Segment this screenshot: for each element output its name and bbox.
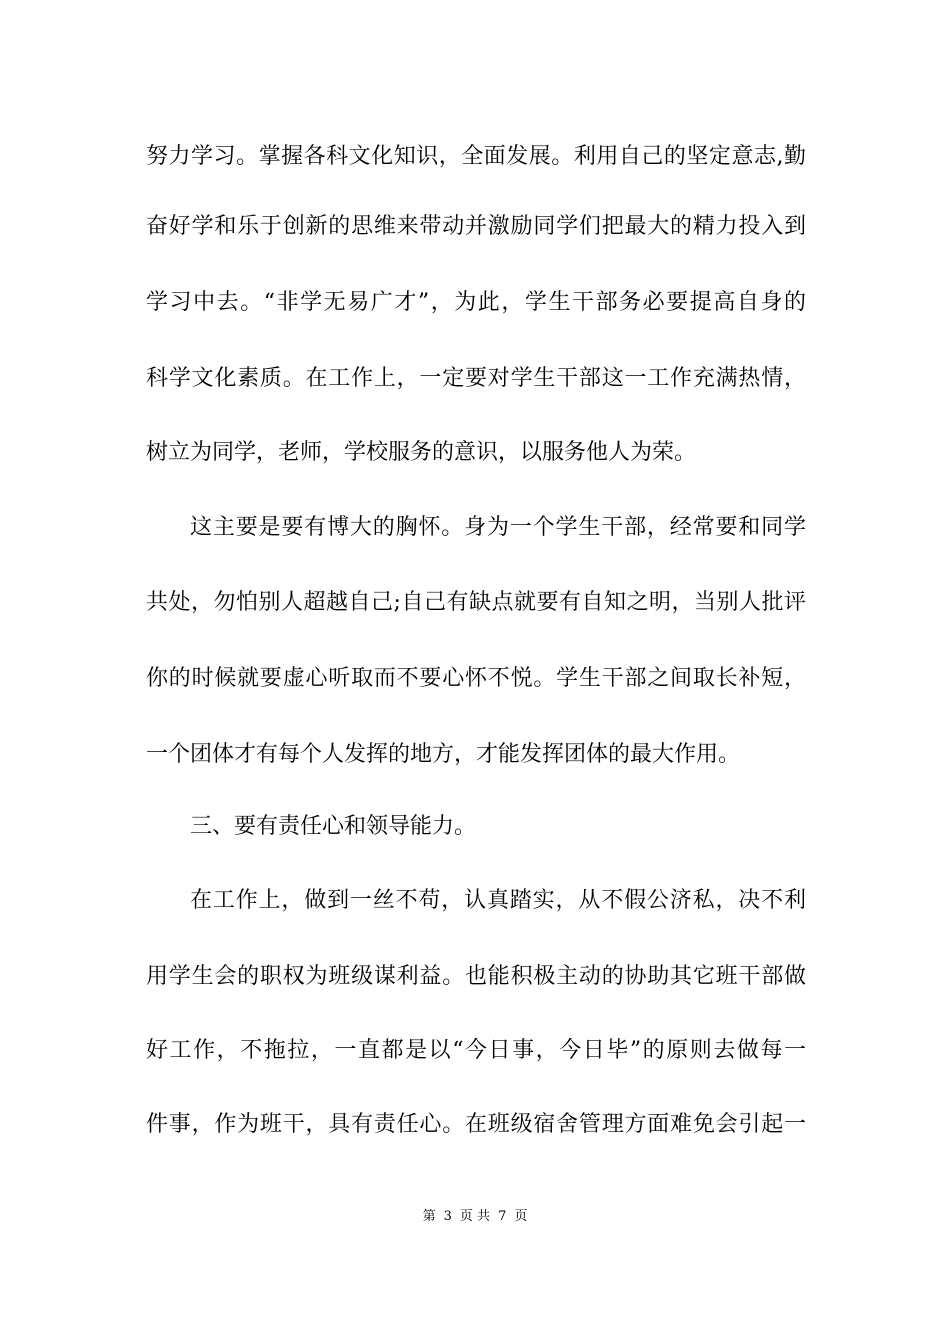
text-line-4: 科学文化素质。在工作上，一定要对学生干部这一工作充满热情，	[146, 366, 806, 391]
text-line-3: 学习中去。“非学无易广才”，为此，学生干部务必要提高自身的	[146, 290, 806, 315]
page-footer	[0, 1208, 950, 1226]
text-line-14: 件事，作为班干，具有责任心。在班级宿舍管理方面难免会引起一	[146, 1112, 806, 1137]
footer-mid: 页 共	[459, 1209, 491, 1224]
section-heading: 三、要有责任心和领导能力。	[190, 814, 477, 839]
text-line-13: 好工作，不拖拉，一直都是以“今日事，今日毕”的原则去做每一	[146, 1038, 806, 1063]
footer-total-pages: 7	[498, 1209, 507, 1224]
text-line-5: 树立为同学，老师，学校服务的意识，以服务他人为荣。	[146, 440, 697, 465]
text-line-11: 在工作上，做到一丝不苟，认真踏实，从不假公济私，决不利	[190, 888, 806, 913]
text-line-1: 努力学习。掌握各科文化知识，全面发展。利用自己的坚定意志,勤	[146, 144, 806, 169]
footer-current-page: 3	[443, 1209, 452, 1224]
text-line-8: 你的时候就要虚心听取而不要心怀不悦。学生干部之间取长补短，	[146, 666, 806, 691]
text-line-12: 用学生会的职权为班级谋利益。也能积极主动的协助其它班干部做	[146, 964, 806, 989]
text-line-9: 一个团体才有每个人发挥的地方，才能发挥团体的最大作用。	[146, 742, 741, 767]
text-line-6: 这主要是要有博大的胸怀。身为一个学生干部，经常要和同学	[190, 515, 806, 540]
text-line-2: 奋好学和乐于创新的思维来带动并激励同学们把最大的精力投入到	[146, 214, 806, 239]
footer-prefix: 第	[422, 1209, 436, 1224]
footer-suffix: 页	[514, 1209, 528, 1224]
text-line-7: 共处，勿怕别人超越自己;自己有缺点就要有自知之明，当别人批评	[146, 590, 806, 615]
